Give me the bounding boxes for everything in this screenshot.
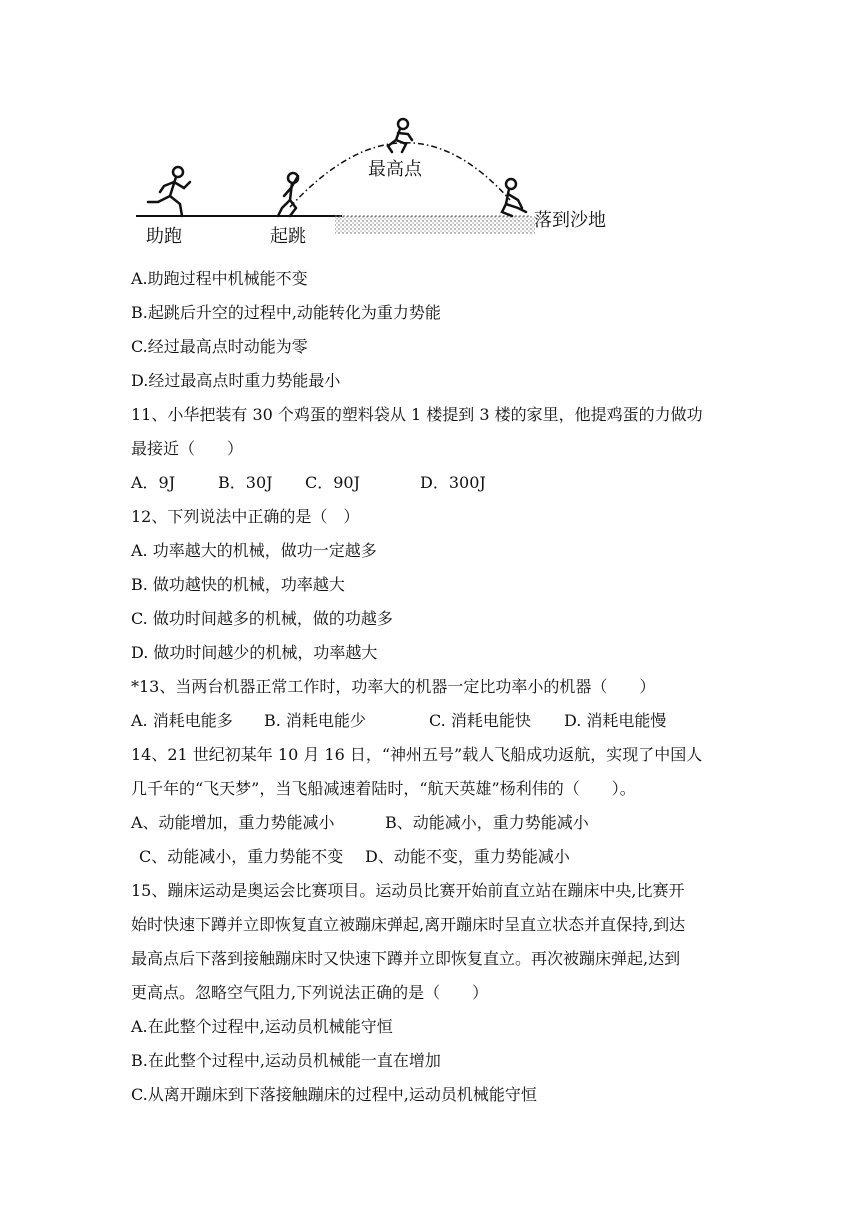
question-11-stem-cont: 最接近（ ） (131, 439, 244, 458)
q11-option-d: D．300J (420, 473, 486, 492)
q14-option-d: D、动能不变，重力势能减小 (365, 847, 570, 866)
question-13-stem: *13、当两台机器正常工作时，功率大的机器一定比功率小的机器（ ） (131, 677, 656, 696)
question-15-stem-1: 15、蹦床运动是奥运会比赛项目。运动员比赛开始前直立站在蹦床中央,比赛开 (131, 881, 685, 900)
takeoff-figure (278, 173, 298, 216)
label-highest-point: 最高点 (368, 159, 422, 180)
label-take-off: 起跳 (270, 226, 306, 247)
q14-option-a: A、动能增加，重力势能减小 (131, 813, 335, 832)
label-land-in-sand: 落到沙地 (534, 210, 606, 231)
option-d-q10: D.经过最高点时重力势能最小 (131, 371, 341, 390)
option-a-q10: A.助跑过程中机械能不变 (131, 269, 308, 288)
question-14-stem-cont: 几千年的“飞天梦”，当飞船减速着陆时，“航天英雄”杨利伟的（ ）。 (131, 779, 636, 798)
q11-option-b: B．30J (218, 473, 273, 492)
question-15-stem-4: 更高点。忽略空气阻力,下列说法正确的是（ ） (131, 983, 489, 1002)
label-run-up: 助跑 (146, 226, 182, 247)
long-jump-diagram (130, 112, 630, 252)
question-11-options (131, 466, 751, 500)
question-12-stem: 12、下列说法中正确的是（ ） (131, 507, 360, 526)
q14-option-c: C、动能减小，重力势能不变 (139, 847, 344, 866)
q12-option-d: D. 做功时间越少的机械，功率越大 (131, 643, 378, 662)
question-14-options-row2 (131, 840, 751, 874)
landing-figure (502, 179, 526, 216)
q12-option-b: B. 做功越快的机械，功率越大 (131, 575, 345, 594)
q11-option-c: C．90J (305, 473, 361, 492)
question-13-options (131, 704, 751, 738)
q13-option-d: D. 消耗电能慢 (564, 711, 667, 730)
question-text (131, 262, 751, 1112)
q15-option-c: C.从离开蹦床到下落接触蹦床的过程中,运动员机械能守恒 (131, 1085, 537, 1104)
q13-option-b: B. 消耗电能少 (264, 711, 366, 730)
question-14-options-row1 (131, 806, 751, 840)
runner-figure (148, 167, 190, 216)
option-b-q10: B.起跳后升空的过程中,动能转化为重力势能 (131, 303, 441, 322)
q15-option-b: B.在此整个过程中,运动员机械能一直在增加 (131, 1051, 441, 1070)
question-15-stem-2: 始时快速下蹲并立即恢复直立被蹦床弹起,离开蹦床时呈直立状态并直保持,到达 (131, 915, 686, 934)
q14-option-b: B、动能减小，重力势能减小 (385, 813, 589, 832)
q13-option-a: A. 消耗电能多 (131, 711, 233, 730)
q12-option-c: C. 做功时间越多的机械，做的功越多 (131, 609, 393, 628)
q12-option-a: A. 功率越大的机械，做功一定越多 (131, 541, 377, 560)
sand-pit (335, 216, 535, 234)
airborne-figure (388, 119, 412, 152)
question-11-stem: 11、小华把装有 30 个鸡蛋的塑料袋从 1 楼提到 3 楼的家里，他提鸡蛋的力做功 (131, 405, 703, 424)
q13-option-c: C. 消耗电能快 (429, 711, 531, 730)
question-14-stem: 14、21 世纪初某年 10 月 16 日，“神州五号”载人飞船成功返航，实现了中国人 (131, 745, 703, 764)
q15-option-a: A.在此整个过程中,运动员机械能守恒 (131, 1017, 393, 1036)
q11-option-a: A．9J (131, 473, 176, 492)
option-c-q10: C.经过最高点时动能为零 (131, 337, 308, 356)
question-15-stem-3: 最高点后下落到接触蹦床时又快速下蹲并立即恢复直立。再次被蹦床弹起,达到 (131, 949, 681, 968)
